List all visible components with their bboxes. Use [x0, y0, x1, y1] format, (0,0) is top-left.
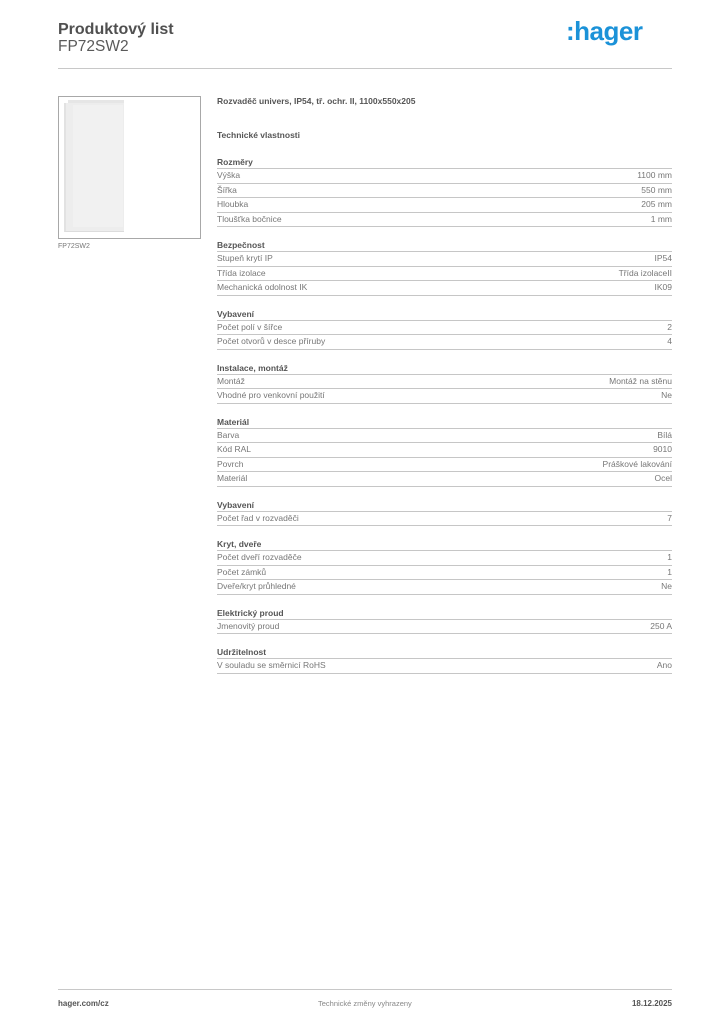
spec-row: [217, 659, 672, 674]
spec-label: Materiál: [217, 473, 248, 483]
spec-label: Mechanická odolnost IK: [217, 282, 308, 292]
spec-row: [217, 169, 672, 184]
footer-website[interactable]: hager.com/cz: [58, 999, 109, 1008]
spec-label: V souladu se směrnicí RoHS: [217, 660, 326, 670]
page-title: Produktový list: [58, 21, 174, 38]
spec-value: Třída izolaceII: [618, 267, 672, 278]
spec-value: 7: [667, 512, 672, 523]
product-description: Rozvaděč univers, IP54, tř. ochr. II, 1100x550x205: [217, 96, 416, 106]
section-title: Instalace, montáž: [217, 362, 672, 375]
section-title: Vybavení: [217, 308, 672, 321]
footer-date: 18.12.2025: [631, 999, 672, 1008]
spec-value: 1: [667, 566, 672, 577]
cabinet-illustration: [64, 103, 124, 232]
section-title: Udržitelnost: [217, 646, 672, 659]
spec-label: Počet otvorů v desce příruby: [217, 336, 326, 346]
spec-value: 1: [667, 552, 672, 562]
spec-label: Povrch: [217, 458, 244, 469]
tech-properties-heading: Technické vlastnosti: [217, 130, 300, 140]
spec-label: Dveře/kryt průhledné: [217, 581, 296, 591]
section-title: Rozměry: [217, 156, 672, 169]
footer-divider: [58, 989, 672, 990]
spec-section: [217, 362, 672, 404]
spec-row: [217, 472, 672, 487]
cabinet-door: [73, 105, 123, 227]
spec-label: Počet zámků: [217, 566, 267, 577]
spec-value: Ne: [661, 390, 672, 400]
spec-row: [217, 252, 672, 267]
spec-value: 1100 mm: [637, 170, 672, 180]
spec-row: [217, 335, 672, 350]
spec-value: IP54: [654, 253, 672, 263]
spec-section: [217, 239, 672, 296]
section-title: Materiál: [217, 416, 672, 429]
spec-section: [217, 416, 672, 487]
spec-label: Výška: [217, 170, 241, 180]
spec-row: [217, 184, 672, 199]
spec-row: [217, 375, 672, 390]
spec-row: [217, 620, 672, 635]
spec-section: [217, 499, 672, 527]
spec-content: [217, 96, 672, 674]
spec-label: Počet dveří rozvaděče: [217, 552, 302, 562]
spec-label: Počet řad v rozvaděči: [217, 512, 299, 523]
spec-value: IK09: [654, 282, 672, 292]
spec-section: [217, 607, 672, 635]
image-caption: FP72SW2: [58, 243, 90, 250]
spec-value: Ocel: [654, 473, 672, 483]
spec-label: Stupeň krytí IP: [217, 253, 273, 263]
hager-logo: :hager: [566, 16, 643, 46]
spec-label: Tloušťka bočnice: [217, 213, 282, 224]
spec-section: [217, 538, 672, 595]
spec-row: [217, 566, 672, 581]
spec-row: [217, 281, 672, 296]
spec-row: [217, 551, 672, 566]
section-title: Elektrický proud: [217, 607, 672, 620]
spec-value: 4: [667, 336, 672, 346]
cabinet-top: [68, 100, 124, 103]
header-divider: [58, 68, 672, 69]
spec-row: [217, 321, 672, 336]
spec-row: [217, 458, 672, 473]
spec-value: Ano: [656, 660, 672, 670]
spec-row: [217, 512, 672, 527]
spec-section: [217, 646, 672, 674]
spec-value: 1 mm: [650, 213, 672, 224]
spec-value: Ne: [661, 581, 672, 591]
spec-value: 250 A: [650, 620, 672, 631]
spec-label: Montáž: [217, 375, 245, 386]
spec-row: [217, 580, 672, 595]
spec-value: Práškové lakování: [602, 458, 672, 469]
product-code: FP72SW2: [58, 38, 129, 55]
spec-value: 9010: [653, 444, 672, 454]
spec-value: 205 mm: [641, 199, 672, 209]
spec-row: [217, 389, 672, 404]
spec-label: Třída izolace: [217, 267, 266, 278]
spec-label: Kód RAL: [217, 444, 252, 454]
spec-value: Bílá: [657, 429, 672, 440]
spec-value: 2: [667, 321, 672, 332]
spec-section: [217, 308, 672, 350]
product-image: [58, 96, 201, 239]
spec-row: [217, 443, 672, 458]
spec-row: [217, 213, 672, 228]
spec-value: Montáž na stěnu: [609, 375, 672, 386]
section-title: Kryt, dveře: [217, 538, 672, 551]
spec-sections: [217, 156, 672, 674]
section-title: Vybavení: [217, 499, 672, 512]
spec-section: [217, 156, 672, 227]
spec-row: [217, 198, 672, 213]
spec-label: Vhodné pro venkovní použití: [217, 390, 325, 400]
spec-value: 550 mm: [641, 184, 672, 195]
spec-label: Počet polí v šířce: [217, 321, 283, 332]
spec-label: Šířka: [217, 184, 237, 195]
spec-row: [217, 429, 672, 444]
spec-row: [217, 267, 672, 282]
footer-notice: Technické změny vyhrazeny: [318, 999, 412, 1008]
section-title: Bezpečnost: [217, 239, 672, 252]
spec-label: Hloubka: [217, 199, 249, 209]
spec-label: Barva: [217, 429, 240, 440]
spec-label: Jmenovitý proud: [217, 620, 280, 631]
